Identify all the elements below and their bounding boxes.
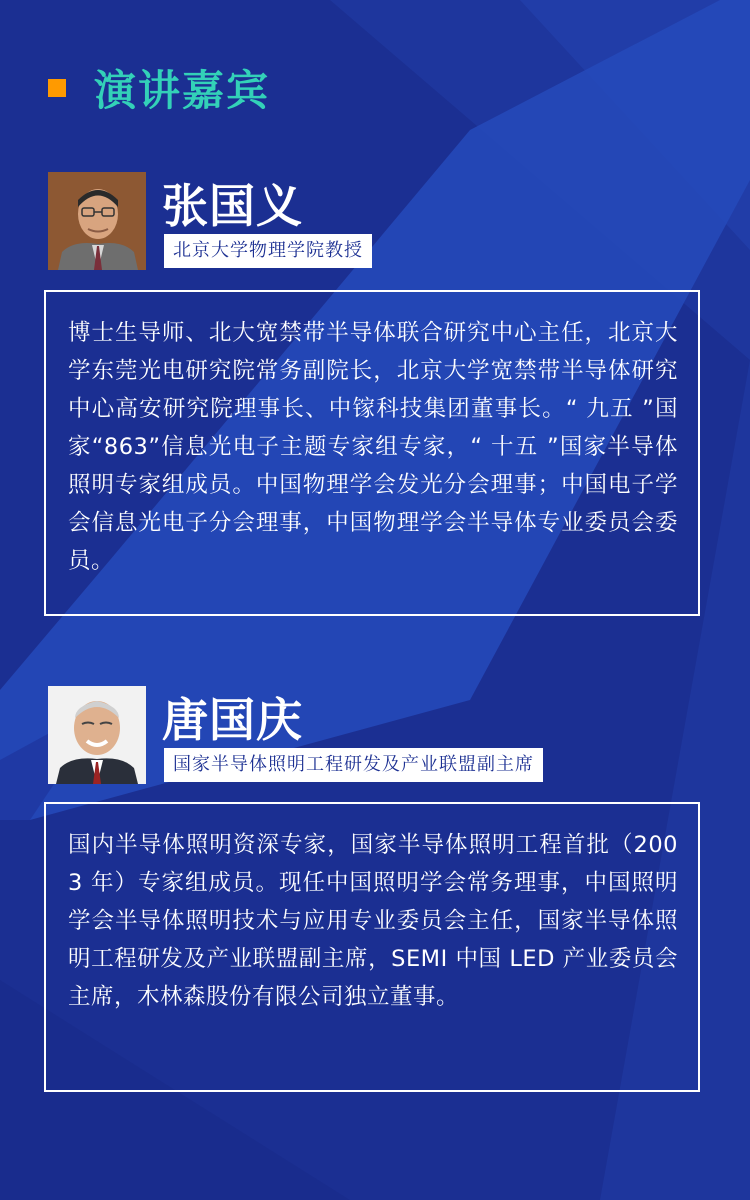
section-header [48, 60, 270, 116]
section-marker-icon [48, 79, 66, 97]
speaker-1-bio-box [44, 290, 700, 616]
speaker-1-avatar [48, 172, 146, 270]
speaker-2-bio-box [44, 802, 700, 1092]
speaker-2-avatar [48, 686, 146, 784]
speaker-2-role: 国家半导体照明工程研发及产业联盟副主席 [164, 748, 543, 782]
speaker-2-bio: 国内半导体照明资深专家，国家半导体照明工程首批（2003 年）专家组成员。现任中国照明学会常务理事，中国照明学会半导体照明技术与应用专业委员会主任，国家半导体照明工程研发及产业联盟副主席，SEMI 中国 LED 产业委员会主席，木林森股份有限公司独立董事。 [68, 832, 678, 1010]
speaker-1-name: 张国义 [162, 179, 303, 233]
speaker-1-bio: 博士生导师、北大宽禁带半导体联合研究中心主任，北京大学东莞光电研究院常务副院长，北京大学宽禁带半导体研究中心高安研究院理事长、中镓科技集团董事长。“ 九五 ”国家“863”信息光电子主题专家组专家，“ 十五 ”国家半导体照明专家组成员。中国物理学会发光分会理事；中国电子学会信息光电子分会理事，中国物理学会半导体专业委员会委员。 [68, 320, 678, 574]
speaker-1-role: 北京大学物理学院教授 [164, 234, 372, 268]
speaker-2-name: 唐国庆 [162, 693, 303, 747]
section-title: 演讲嘉宾 [94, 66, 271, 115]
